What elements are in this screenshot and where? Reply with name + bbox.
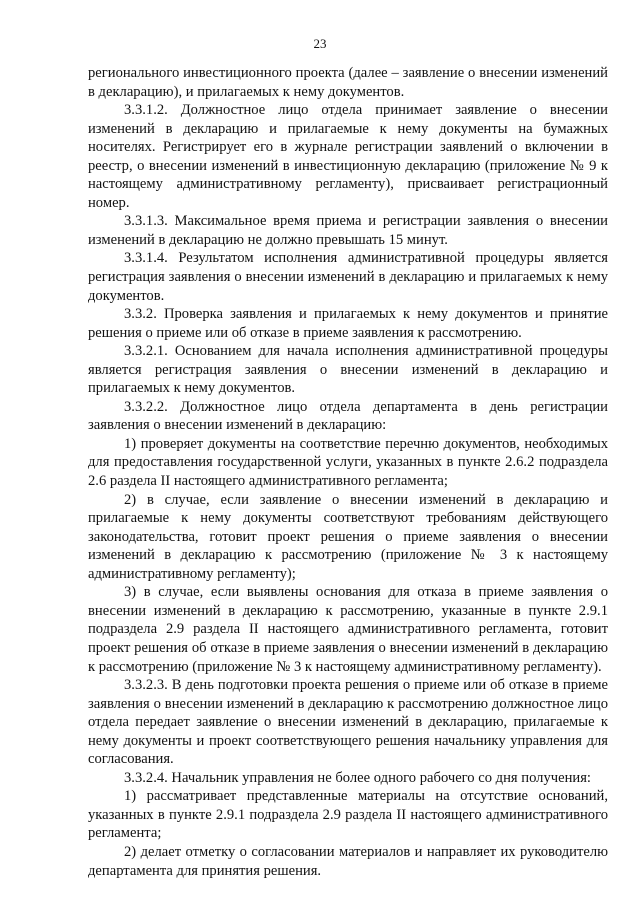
list-item-1-review: 1) рассматривает представленные материалы на отсутствие оснований, указанных в пункте 2.9.1 подраздела 2.9 раздела II настоящего административного регламента; bbox=[88, 788, 608, 842]
paragraph-3-3-1-3: 3.3.1.3. Максимальное время приема и регистрации заявления о внесении изменений в декларацию не должно превышать 15 минут. bbox=[88, 213, 608, 248]
document-body bbox=[88, 64, 608, 880]
list-item-3: 3) в случае, если выявлены основания для отказа в приеме заявления о внесении изменений в декларацию к рассмотрению, указанные в пункте 2.9.1 подраздела 2.9 раздела II настоящего административного регламента, готовит проект решения об отказе в приеме заявления о внесении изменений в декларацию к рассмотрению (приложение № 3 к настоящему административному регламенту). bbox=[88, 584, 608, 675]
paragraph-3-3-2: 3.3.2. Проверка заявления и прилагаемых к нему документов и принятие решения о приеме или об отказе в приеме заявления к рассмотрению. bbox=[88, 306, 608, 341]
paragraph-3-3-1-4: 3.3.1.4. Результатом исполнения административной процедуры является регистрация заявления о внесении изменений в декларацию и прилагаемых к нему документов. bbox=[88, 250, 608, 304]
paragraph-3-3-2-1: 3.3.2.1. Основанием для начала исполнения административной процедуры является регистрация заявления о внесении изменений в декларацию и прилагаемых к нему документов. bbox=[88, 343, 608, 397]
list-item-2-approve: 2) делает отметку о согласовании материалов и направляет их руководителю департамента для принятия решения. bbox=[88, 843, 608, 879]
paragraph-3-3-1-2: 3.3.1.2. Должностное лицо отдела принимает заявление о внесении изменений в декларацию и прилагаемые к нему документы на бумажных носителях. Регистрирует его в журнале регистрации заявлений о включении в реестр, о внесении изменений в инвестиционную декларацию (приложение № 9 к настоящему административному регламенту), присваивает регистрационный номер. bbox=[88, 102, 608, 211]
list-item-2: 2) в случае, если заявление о внесении изменений в декларацию и прилагаемые к нему документы соответствуют требованиям действующего законодательства, готовит проект решения о приеме заявления о внесении изменений в декларацию к рассмотрению (приложение № 3 к настоящему административному регламенту); bbox=[88, 491, 608, 582]
paragraph-3-3-2-3: 3.3.2.3. В день подготовки проекта решения о приеме или об отказе в приеме заявления о внесении изменений в декларацию к рассмотрению должностное лицо отдела передает заявление о внесении изменений в декларацию, прилагаемые к нему документы и проект соответствующего решения начальнику управления для согласования. bbox=[88, 677, 608, 768]
paragraph-continuation: регионального инвестиционного проекта (далее – заявление о внесении изменений в декларацию), и прилагаемых к нему документов. bbox=[88, 65, 608, 100]
paragraph-3-3-2-4: 3.3.2.4. Начальник управления не более одного рабочего со дня получения: bbox=[124, 769, 591, 786]
paragraph-3-3-2-2: 3.3.2.2. Должностное лицо отдела департамента в день регистрации заявления о внесении изменений в декларацию: bbox=[88, 398, 608, 434]
list-item-1: 1) проверяет документы на соответствие перечню документов, необходимых для предоставления государственной услуги, указанных в пункте 2.6.2 подраздела 2.6 раздела II настоящего административного регламента; bbox=[88, 435, 608, 490]
page-number: 23 bbox=[313, 36, 327, 51]
